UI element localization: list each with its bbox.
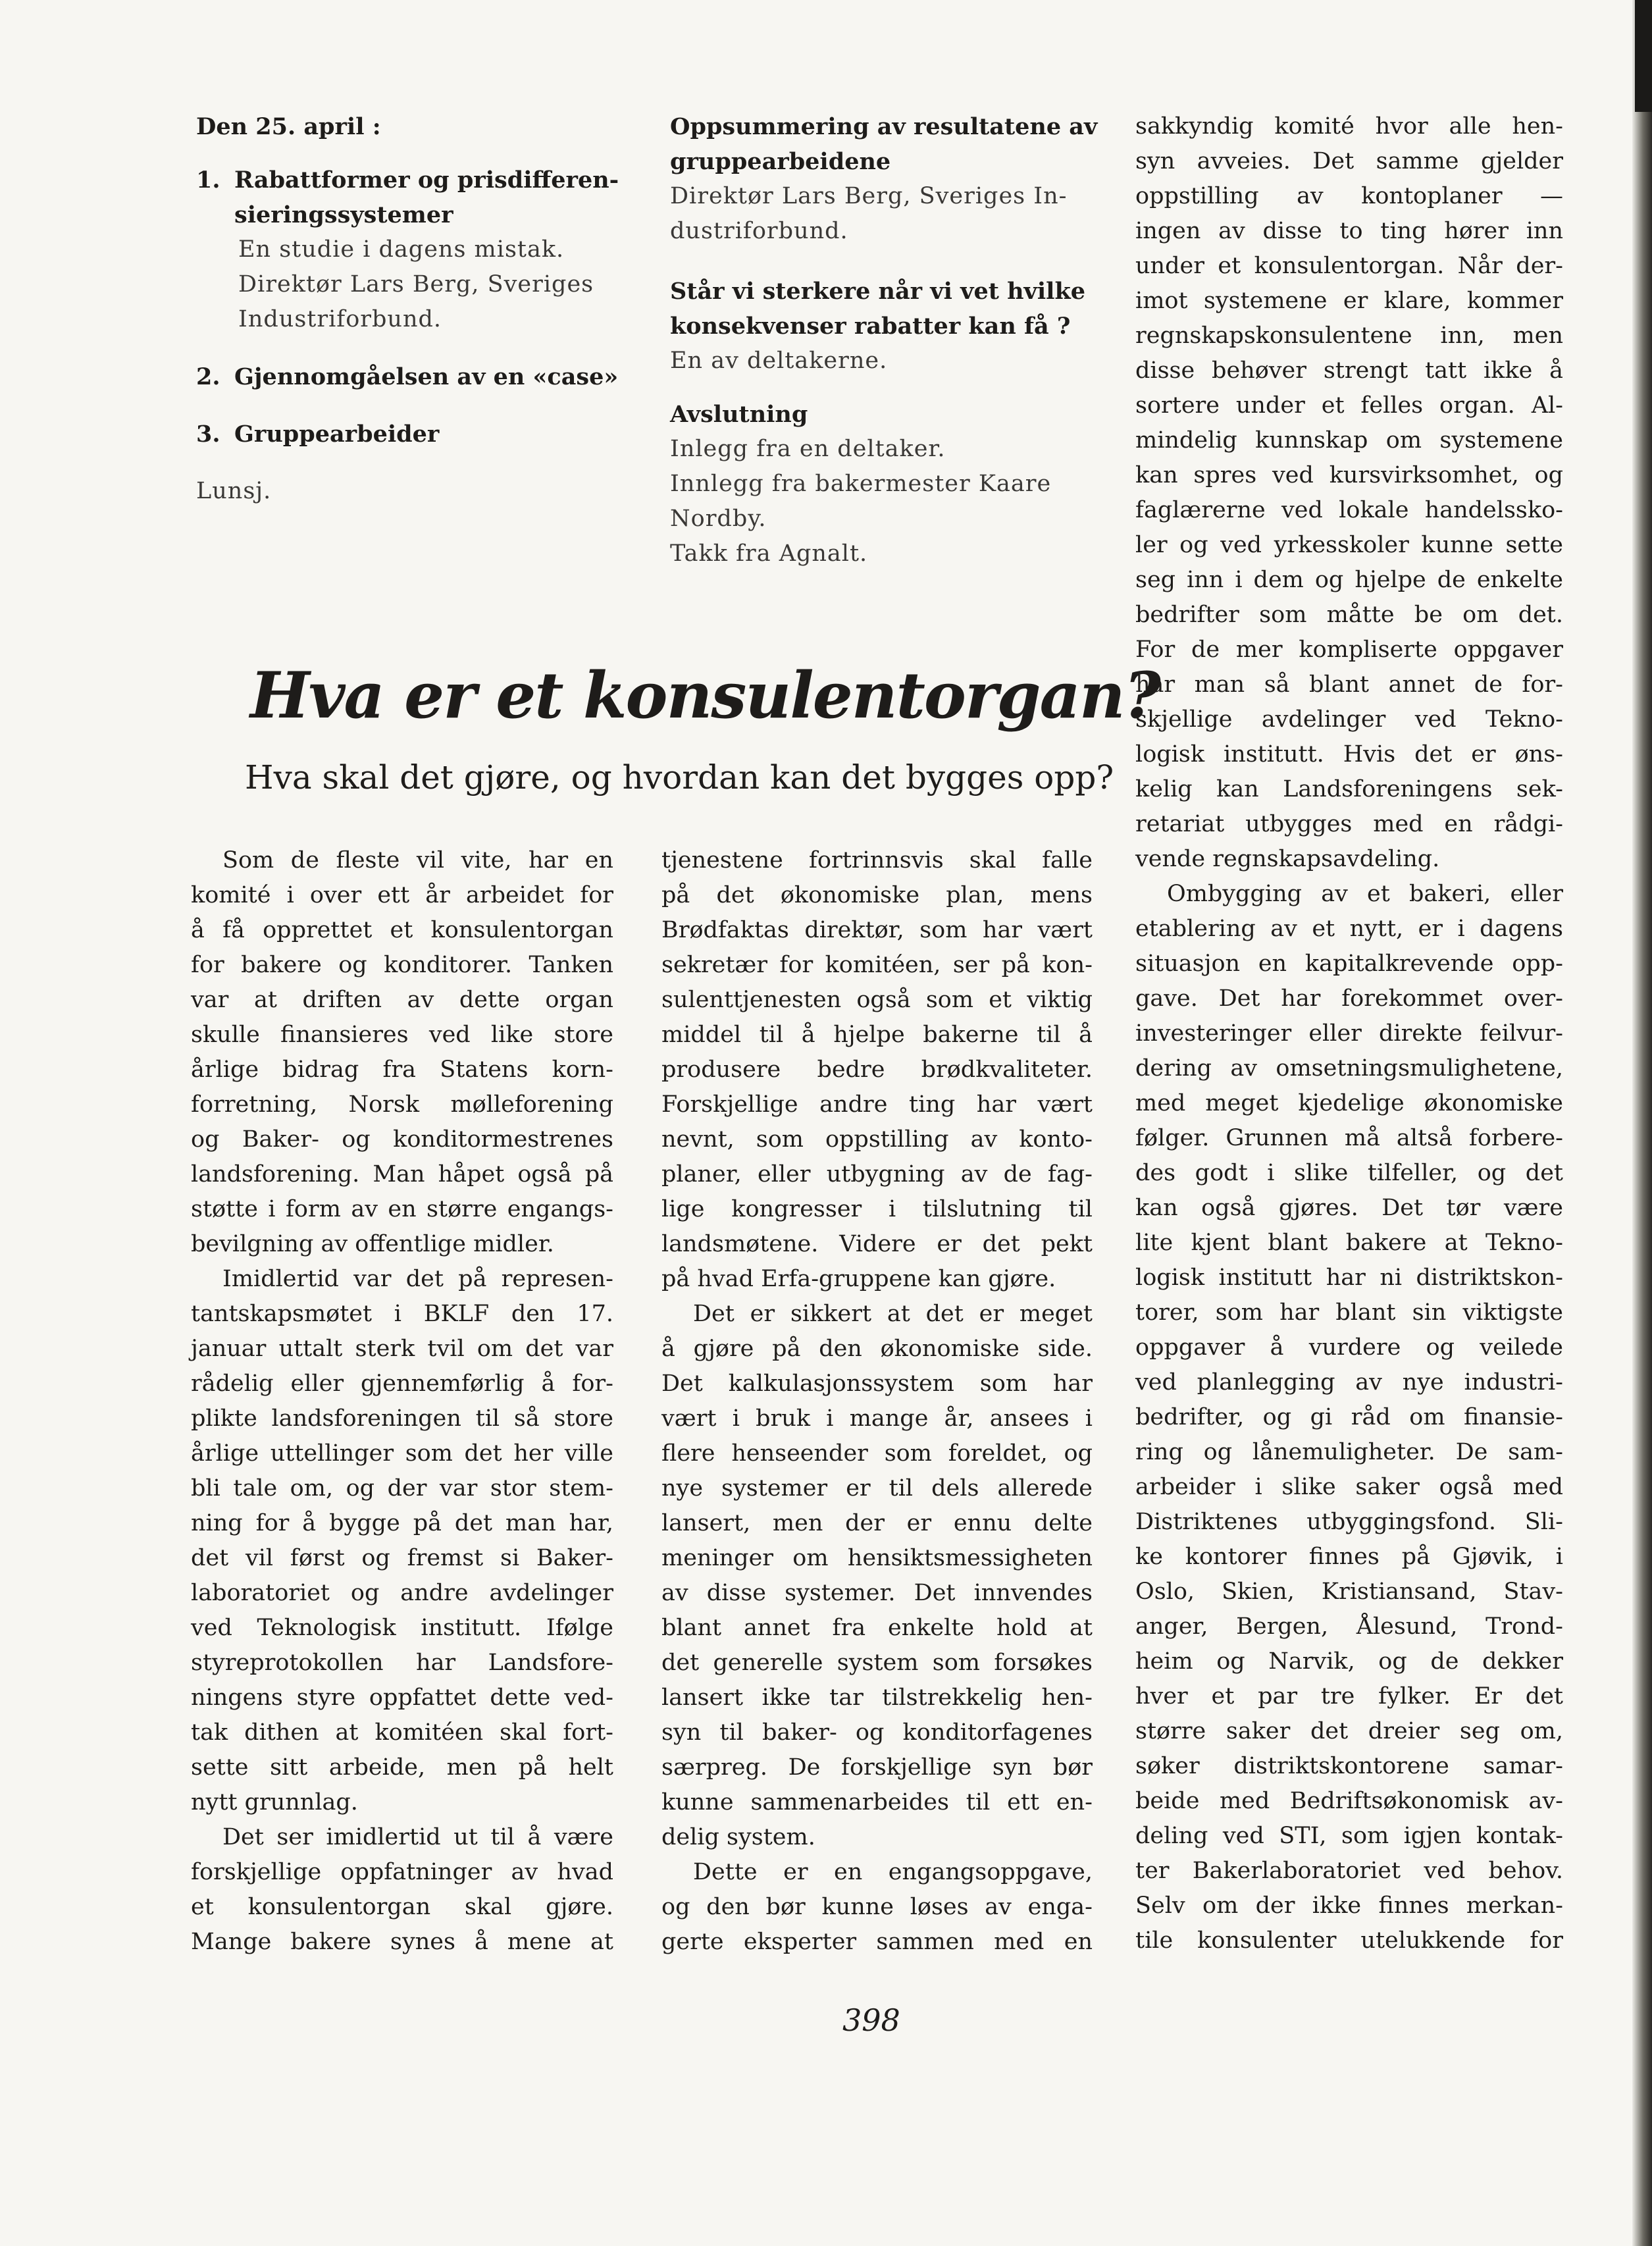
program-item-title-line: sieringssystemer [234, 201, 453, 228]
article-line: følger. Grunnen må altså forbere- [1135, 1125, 1563, 1151]
article-line: torer, som har blant sin viktigste [1135, 1299, 1563, 1326]
article-line: Som de fleste vil vite, har en [222, 847, 613, 874]
article-line: oppstilling av kontoplaner — [1135, 183, 1563, 209]
article-line: Distriktenes utbyggingsfond. Sli- [1135, 1509, 1563, 1535]
program-right [670, 109, 1098, 571]
article-line: tantskapsmøtet i BKLF den 17. [191, 1301, 613, 1327]
program-session-title-line: Oppsummering av resultatene av [670, 113, 1098, 140]
article-line: og den bør kunne løses av enga- [661, 1894, 1093, 1920]
article-line: januar uttalt sterk tvil om det var [191, 1336, 613, 1362]
article-line: bedrifter, og gi råd om finansie- [1135, 1404, 1563, 1430]
article-line: årlige uttellinger som det her ville [191, 1440, 613, 1467]
program-item-title-line: Gjennomgåelsen av en «case» [234, 363, 619, 390]
article-line: vende regnskapsavdeling. [1135, 846, 1440, 872]
program-items [196, 163, 696, 452]
program-day: Den 25. april : [196, 113, 381, 140]
page-number: 398 [842, 2002, 900, 2038]
article-line: lige kongresser i tilslutning til [661, 1196, 1093, 1222]
program-item-title-line: Rabattformer og prisdifferen- [234, 167, 619, 194]
program-item-number: 1. [196, 167, 220, 194]
article-line: for bakere og konditorer. Tanken [191, 952, 613, 978]
article-line: lansert, men der er ennu delte [661, 1510, 1093, 1536]
article-line: større saker det dreier seg om, [1135, 1718, 1563, 1744]
article-line: nye systemer er til dels allerede [661, 1475, 1093, 1502]
article-line: flere henseender som foreldet, og [661, 1440, 1093, 1467]
headline: Hva er et konsulentorgan? [250, 658, 1160, 733]
article-line: gerte eksperter sammen med en [661, 1929, 1093, 1955]
article-line: ningens styre oppfattet dette ved- [191, 1684, 613, 1711]
article-line: søker distriktskontorene samar- [1135, 1753, 1563, 1779]
article-line: kan spres ved kursvirksomhet, og [1135, 462, 1563, 488]
article-line: tjenestene fortrinnsvis skal falle [661, 847, 1093, 874]
article-line: tak dithen at komitéen skal fort- [191, 1719, 613, 1746]
article-line: etablering av et nytt, er i dagens [1135, 916, 1563, 942]
article-line: forskjellige oppfatninger av hvad [191, 1859, 613, 1885]
program-item-title-line: Gruppearbeider [234, 421, 440, 448]
article-line: investeringer eller direkte feilvur- [1135, 1020, 1563, 1047]
article-line: vært i bruk i mange år, ansees i [661, 1405, 1093, 1432]
program-session-detail-line: Nordby. [670, 506, 767, 532]
article-line: ved Teknologisk institutt. Ifølge [191, 1615, 613, 1641]
program-session-title-line: gruppearbeidene [670, 148, 891, 175]
article-line: Oslo, Skien, Kristiansand, Stav- [1135, 1579, 1563, 1605]
program-item [196, 359, 696, 394]
article-line: på det økonomiske plan, mens [661, 882, 1093, 908]
program-item-number: 2. [196, 363, 220, 390]
article-line: ning for å bygge på det man har, [191, 1510, 613, 1536]
article-line: lansert ikke tar tilstrekkelig hen- [661, 1684, 1093, 1711]
article-line: bli tale om, og der var stor stem- [191, 1475, 613, 1502]
article-line: et konsulentorgan skal gjøre. [191, 1894, 613, 1920]
article-line: situasjon en kapitalkrevende opp- [1135, 951, 1563, 977]
article-line: anger, Bergen, Ålesund, Trond- [1135, 1613, 1563, 1640]
article-line: å gjøre på den økonomiske side. [661, 1336, 1093, 1362]
article-line: logisk institutt. Hvis det er øns- [1135, 741, 1563, 768]
program-session-detail-line: dustriforbund. [670, 218, 848, 244]
article-line: For de mer kompliserte oppgaver [1135, 637, 1563, 663]
article-line: retariat utbygges med en rådgi- [1135, 811, 1563, 837]
article-line: komité i over ett år arbeidet for [191, 882, 613, 908]
article-line: blant annet fra enkelte hold at [661, 1615, 1093, 1641]
article-line: det vil først og fremst si Baker- [191, 1545, 613, 1571]
article-line: landsmøtene. Videre er det pekt [661, 1231, 1093, 1257]
article-line: laboratoriet og andre avdelinger [191, 1580, 613, 1606]
program-lunch: Lunsj. [196, 478, 272, 504]
article-line: nytt grunnlag. [191, 1789, 358, 1815]
article-line: produsere bedre brødkvaliteter. [661, 1057, 1093, 1083]
article-line: nevnt, som oppstilling av konto- [661, 1126, 1093, 1153]
article-line: delig system. [661, 1824, 815, 1850]
article-line: seg inn i dem og hjelpe de enkelte [1135, 567, 1563, 593]
article-line: støtte i form av en større engangs- [191, 1196, 613, 1222]
program-session-title-line: konsekvenser rabatter kan få ? [670, 313, 1071, 340]
article-line: beide med Bedriftsøkonomisk av- [1135, 1788, 1563, 1814]
program-item-number: 3. [196, 421, 220, 448]
article-line: Mange bakere synes å mene at [191, 1929, 613, 1955]
article-line: kunne sammenarbeides til ett en- [661, 1789, 1093, 1815]
article-line: imot systemene er klare, kommer [1135, 288, 1563, 314]
article-line: mindelig kunnskap om systemene [1135, 427, 1563, 454]
article-line: særpreg. De forskjellige syn bør [661, 1754, 1093, 1781]
article-line: faglærerne ved lokale handelssko- [1135, 497, 1563, 523]
article-line: årlige bidrag fra Statens korn- [191, 1057, 613, 1083]
article-line: hver et par tre fylker. Er det [1135, 1683, 1563, 1710]
article-line: syn til baker- og konditorfagenes [661, 1719, 1093, 1746]
article-line: heim og Narvik, og de dekker [1135, 1648, 1563, 1675]
program-item-detail-line: En studie i dagens mistak. [238, 236, 565, 263]
article-line: sortere under et felles organ. Al- [1135, 392, 1563, 419]
article-line: skulle finansieres ved like store [191, 1022, 613, 1048]
article-line: og Baker- og konditormestrenes [191, 1126, 613, 1153]
article-line: på hvad Erfa-gruppene kan gjøre. [661, 1266, 1056, 1292]
article-line: Ombygging av et bakeri, eller [1167, 881, 1563, 907]
article-line: sakkyndig komité hvor alle hen- [1135, 113, 1563, 140]
article-line: å få opprettet et konsulentorgan [191, 917, 613, 943]
article-line: av disse systemer. Det innvendes [661, 1580, 1093, 1606]
article-line: deling ved STI, som igjen kontak- [1135, 1823, 1563, 1849]
article-line: ingen av disse to ting hører inn [1135, 218, 1563, 244]
program-session-detail-line: En av deltakerne. [670, 348, 888, 374]
article-line: landsforening. Man håpet også på [191, 1161, 613, 1188]
article-line: sulenttjenesten også som et viktig [661, 987, 1093, 1013]
article-line: ved planlegging av nye industri- [1135, 1369, 1563, 1396]
article-column-3 [1135, 109, 1563, 1958]
program-session-detail-line: Inlegg fra en deltaker. [670, 436, 946, 462]
article-line: syn avveies. Det samme gjelder [1135, 148, 1563, 174]
program-item-detail-line: Industriforbund. [238, 306, 442, 332]
article-line: plikte landsforeningen til så store [191, 1405, 613, 1432]
program-item [196, 417, 696, 452]
subheadline: Hva skal det gjøre, og hvordan kan det bygges opp? [245, 758, 1114, 797]
article-line: ring og lånemuligheter. De sam- [1135, 1439, 1563, 1465]
program-item [196, 163, 696, 232]
article-line: Forskjellige andre ting har vært [661, 1091, 1093, 1118]
article-line: Brødfaktas direktør, som har vært [661, 917, 1093, 943]
article-column-2 [661, 843, 1093, 1960]
program-item-detail-line: Direktør Lars Berg, Sveriges [238, 271, 594, 298]
article-line: ke kontorer finnes på Gjøvik, i [1135, 1544, 1563, 1570]
article-line: des godt i slike tilfeller, og det [1135, 1160, 1563, 1186]
article-line: forretning, Norsk mølleforening [191, 1091, 613, 1118]
program-session-title-line: Står vi sterkere når vi vet hvilke [670, 278, 1085, 305]
article-line: skjellige avdelinger ved Tekno- [1135, 706, 1563, 733]
program-session-detail-line: Direktør Lars Berg, Sveriges In- [670, 183, 1068, 209]
page-binding-edge [1632, 0, 1652, 2246]
article-line: Selv om der ikke finnes merkan- [1135, 1893, 1563, 1919]
article-line: var at driften av dette organ [191, 987, 613, 1013]
program-session-detail-line: Takk fra Agnalt. [670, 540, 868, 567]
article-line: kelig kan Landsforeningens sek- [1135, 776, 1563, 802]
article-line: ter Bakerlaboratoriet ved behov. [1135, 1858, 1563, 1884]
article-line: middel til å hjelpe bakerne til å [661, 1022, 1093, 1048]
article-line: dering av omsetningsmulighetene, [1135, 1055, 1563, 1082]
article-line: arbeider i slike saker også med [1135, 1474, 1563, 1500]
article-line: lite kjent blant bakere at Tekno- [1135, 1230, 1563, 1256]
article-line: Det kalkulasjonssystem som har [661, 1371, 1093, 1397]
article-line: oppgaver å vurdere og veilede [1135, 1334, 1563, 1361]
article-line: kan også gjøres. Det tør være [1135, 1195, 1563, 1221]
article-line: bedrifter som måtte be om det. [1135, 602, 1563, 628]
article-line: Imidlertid var det på represen- [222, 1266, 613, 1292]
article-line: med meget kjedelige økonomiske [1135, 1090, 1563, 1116]
article-line: styreprotokollen har Landsfore- [191, 1650, 613, 1676]
article-line: under et konsulentorgan. Når der- [1135, 253, 1563, 279]
article-line: tile konsulenter utelukkende for [1135, 1927, 1563, 1954]
article-line: disse behøver strengt tatt ikke å [1135, 357, 1563, 384]
article-line: sette sitt arbeide, men på helt [191, 1754, 613, 1781]
article-line: rådelig eller gjennemførlig å for- [191, 1371, 613, 1397]
article-line: har man så blant annet de for- [1135, 671, 1563, 698]
article-column-1 [191, 843, 613, 1960]
article-line: Det er sikkert at det er meget [693, 1301, 1093, 1327]
article-line: ler og ved yrkesskoler kunne sette [1135, 532, 1563, 558]
article-line: Det ser imidlertid ut til å være [222, 1824, 613, 1850]
program-session-title-line: Avslutning [670, 401, 808, 428]
article-line: logisk institutt har ni distriktskon- [1135, 1265, 1563, 1291]
article-line: meninger om hensiktsmessigheten [661, 1545, 1093, 1571]
article-line: det generelle system som forsøkes [661, 1650, 1093, 1676]
program-left [196, 109, 696, 509]
article-line: Dette er en engangsoppgave, [693, 1859, 1093, 1885]
article-line: bevilgning av offentlige midler. [191, 1231, 554, 1257]
article-line: gave. Det har forekommet over- [1135, 985, 1563, 1012]
article-line: planer, eller utbygning av de fag- [661, 1161, 1093, 1188]
program-session-detail-line: Innlegg fra bakermester Kaare [670, 471, 1052, 497]
article-line: sekretær for komitéen, ser på kon- [661, 952, 1093, 978]
article-line: regnskapskonsulentene inn, men [1135, 323, 1563, 349]
page-binding-shadow [1635, 0, 1652, 112]
